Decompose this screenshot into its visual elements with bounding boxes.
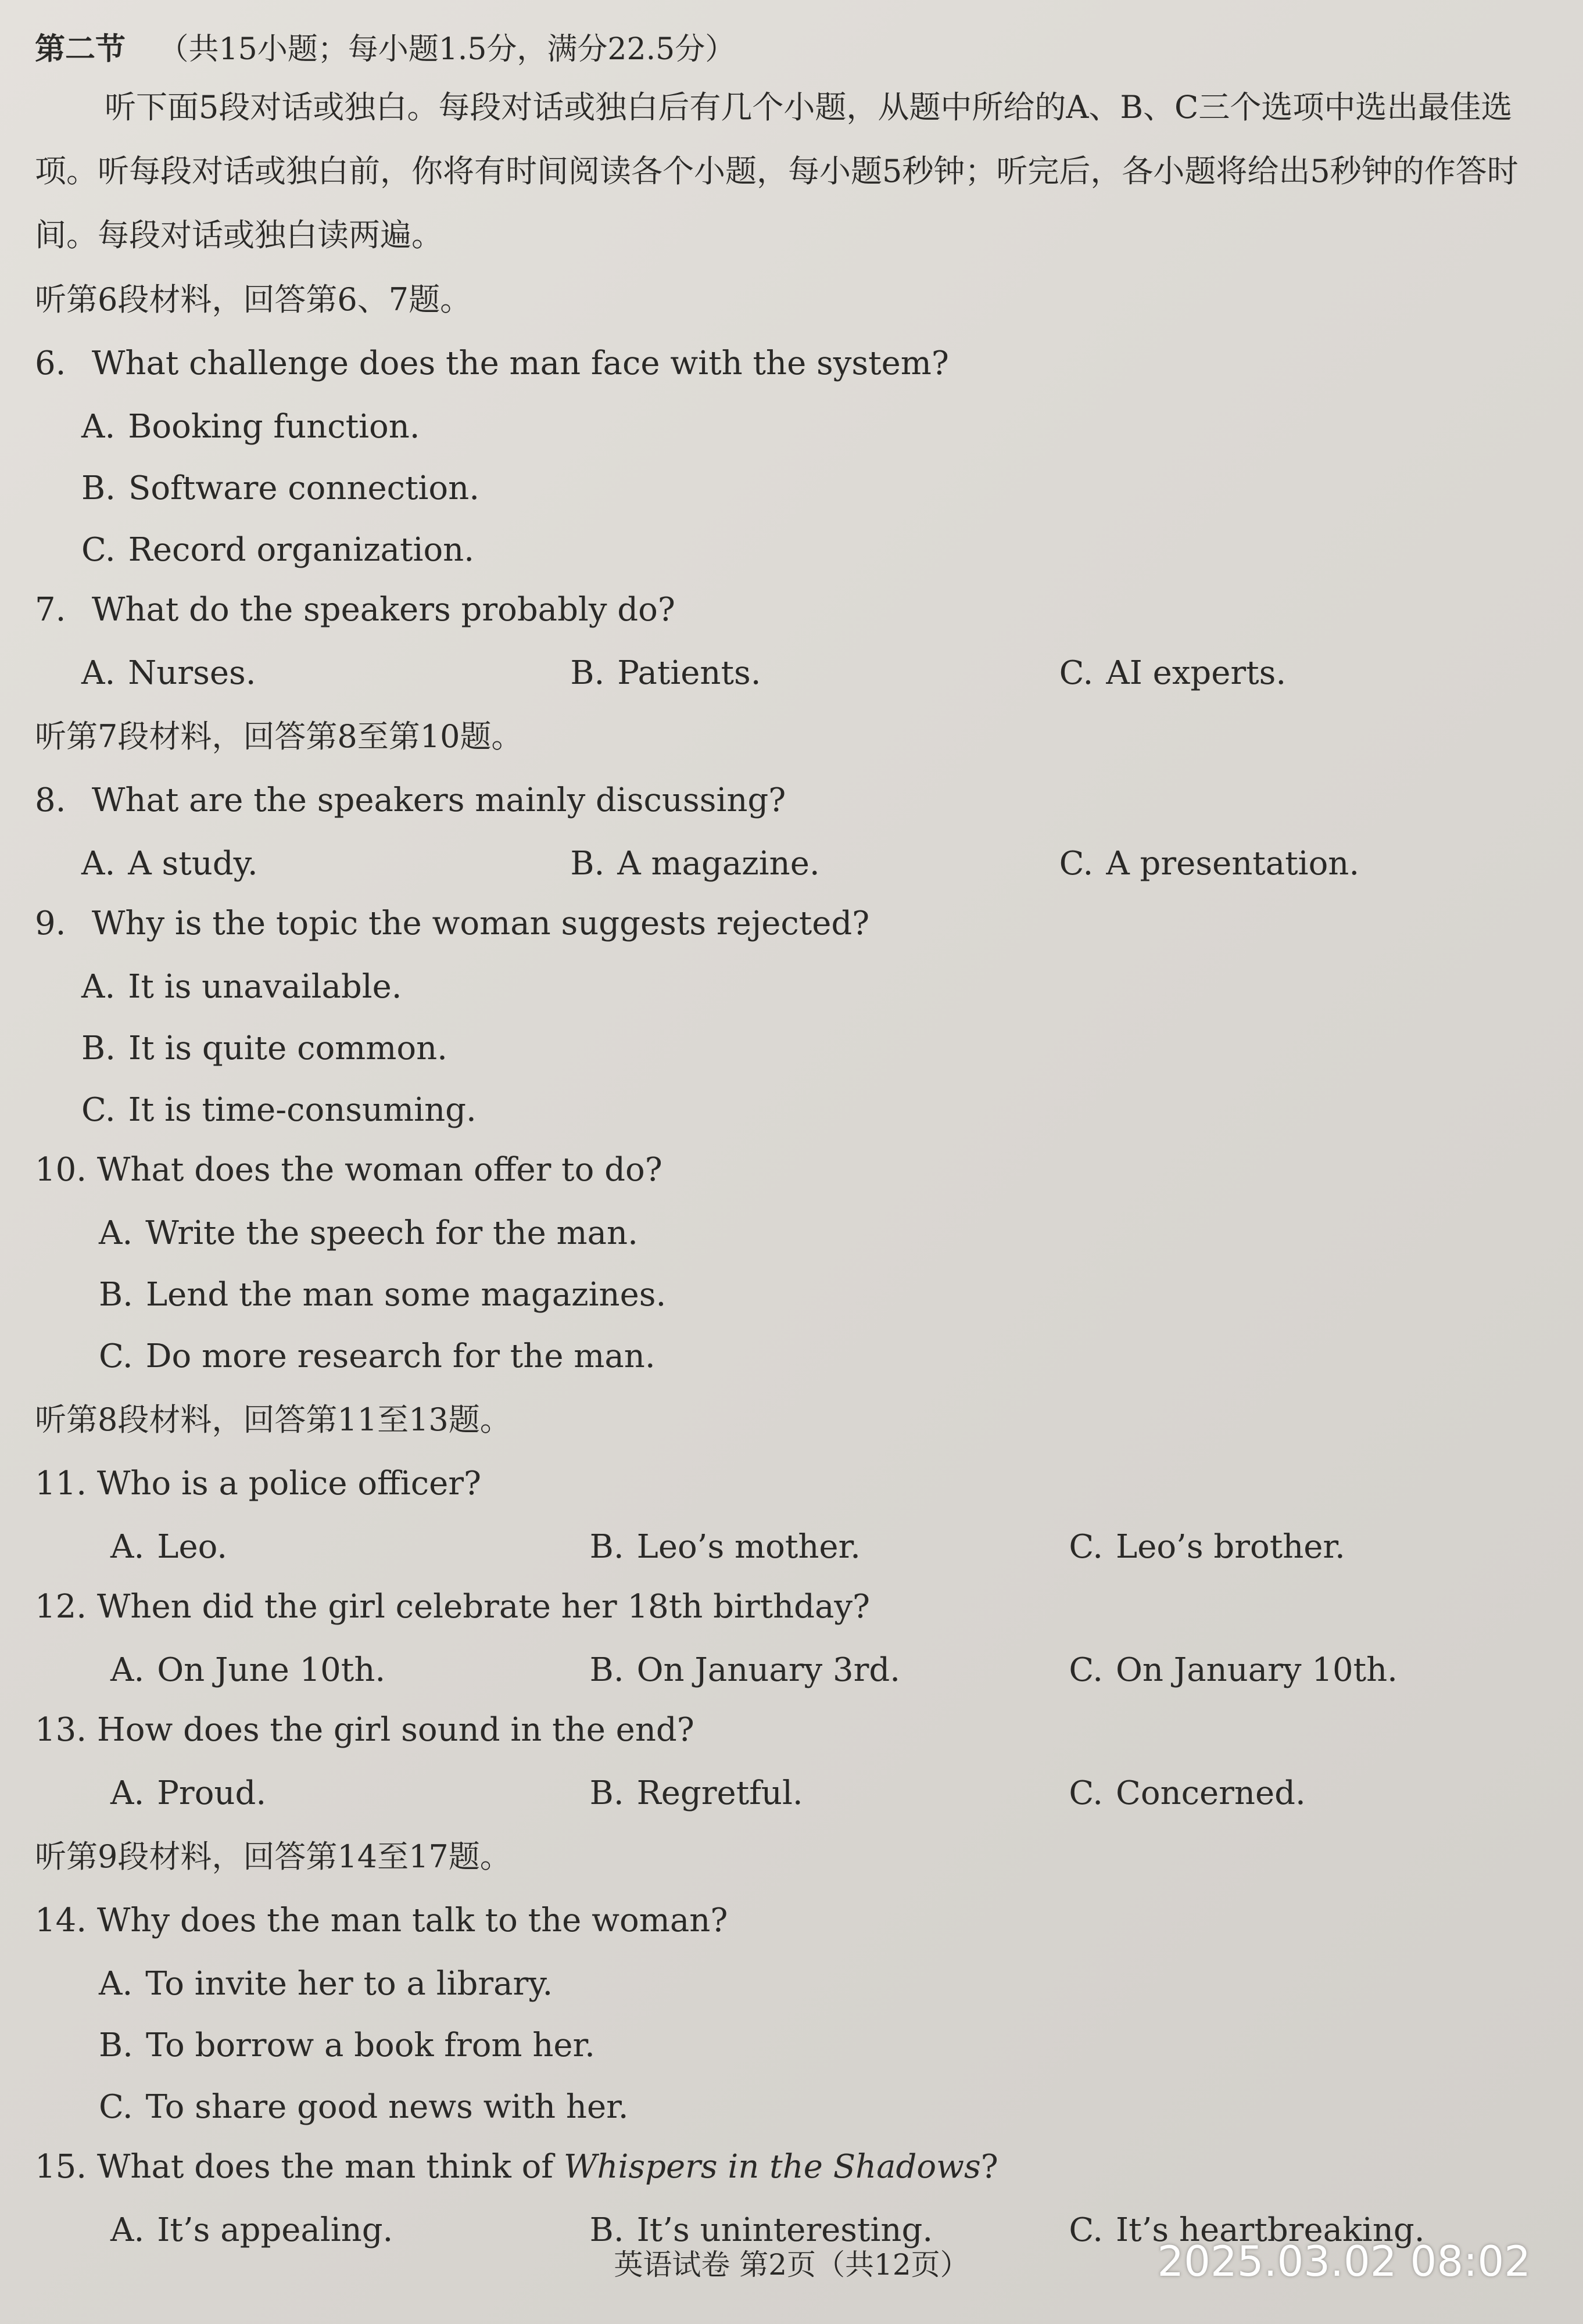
option-label: A. [81,654,116,692]
question-number: 9. [35,905,66,942]
question-number: 8. [35,781,66,819]
book-title: Whispers in the Shadows [563,2148,981,2186]
option-label: B. [99,1276,133,1314]
option-10c[interactable] [35,1326,1548,1387]
question-12 [35,1578,1548,1640]
option-14a[interactable] [35,1953,1548,2015]
question-number: 14. [35,1902,87,1939]
option-label: C. [1059,845,1094,883]
options-row-8 [35,833,1548,895]
group-heading: 听第9段材料，回答第14至17题。 [35,1838,511,1875]
instructions: 听下面5段对话或独白。每段对话或独白后有几个小题，从题中所给的A、B、C三个选项中选出最佳选项。听每段对话或独白前，你将有时间阅读各个小题，每小题5秒钟；听完后，各小题将给出5秒钟的作答时间。每段对话或独白读两遍。 [35,89,1518,253]
photo-timestamp: 2025.03.02 08:02 [1157,2237,1531,2286]
question-text: How does the girl sound in the end? [96,1711,694,1749]
group-heading: 听第7段材料，回答第8至第10题。 [35,718,523,755]
question-text-end: ? [980,2148,998,2186]
option-6b[interactable] [35,458,1548,519]
question-6 [35,335,1548,396]
question-text: Why does the man talk to the woman? [96,1902,728,1939]
option-text: It’s heartbreaking. [1116,2211,1425,2249]
option-label: B. [570,845,605,883]
question-10 [35,1141,1548,1203]
option-12c[interactable] [1069,1640,1548,1701]
option-label: A. [110,2211,145,2249]
group-heading: 听第8段材料，回答第11至13题。 [35,1401,511,1438]
option-text: A presentation. [1106,845,1360,883]
option-6c[interactable] [35,519,1548,581]
option-14b[interactable] [35,2015,1548,2076]
option-13c[interactable] [1069,1763,1548,1824]
option-9a[interactable] [35,956,1548,1018]
question-text: Who is a police officer? [96,1465,482,1502]
option-label: C. [1069,1774,1103,1812]
question-number: 12. [35,1588,87,1626]
option-text: Patients. [617,654,761,692]
option-text: To invite her to a library. [145,1965,553,2003]
question-11 [35,1455,1548,1516]
option-label: A. [81,408,116,446]
page-footer: 英语试卷 第2页（共12页） [614,2248,969,2282]
option-text: It is unavailable. [128,968,402,1006]
option-label: B. [570,654,605,692]
option-label: B. [99,2027,133,2064]
question-9 [35,895,1548,956]
option-label: B. [81,469,116,507]
option-text: To borrow a book from her. [145,2027,595,2064]
question-15 [35,2138,1548,2200]
option-label: B. [589,1651,624,1689]
option-text: Booking function. [128,408,420,446]
option-7b[interactable] [570,643,1059,704]
option-10a[interactable] [35,1203,1548,1264]
question-number: 15. [35,2148,87,2186]
question-number: 11. [35,1465,87,1502]
option-7a[interactable] [81,643,570,704]
option-text: Lend the man some magazines. [145,1276,667,1314]
option-label: A. [110,1774,145,1812]
option-text: Software connection. [128,469,480,507]
option-label: B. [81,1030,116,1067]
option-6a[interactable] [35,396,1548,458]
option-text: AI experts. [1106,654,1287,692]
option-label: C. [81,531,116,569]
option-text: It is quite common. [128,1030,447,1067]
question-text: Why is the topic the woman suggests rejected? [91,905,870,942]
option-label: C. [1059,654,1094,692]
option-13a[interactable] [110,1763,590,1824]
options-row-7 [35,643,1548,704]
option-text: Leo’s mother. [636,1528,861,1566]
option-text: On January 10th. [1116,1651,1398,1689]
option-label: C. [99,2088,133,2126]
option-8a[interactable] [81,833,570,895]
option-label: A. [99,1214,133,1252]
option-10b[interactable] [35,1264,1548,1326]
section-note: （共15小题；每小题1.5分，满分22.5分） [158,32,736,67]
option-text: On January 3rd. [636,1651,901,1689]
options-row-12 [35,1640,1548,1701]
option-label: C. [1069,2211,1103,2249]
option-label: A. [110,1651,145,1689]
option-text: A study. [128,845,258,883]
option-label: B. [589,1528,624,1566]
question-number: 7. [35,591,66,629]
option-11a[interactable] [110,1516,590,1578]
option-11b[interactable] [590,1516,1069,1578]
question-14 [35,1892,1548,1953]
option-text: Do more research for the man. [145,1337,656,1375]
option-text: To share good news with her. [145,2088,629,2126]
option-text: Concerned. [1116,1774,1306,1812]
option-8b[interactable] [570,833,1059,895]
group-heading: 听第6段材料，回答第6、7题。 [35,281,472,318]
option-text: Leo. [157,1528,228,1566]
option-12a[interactable] [110,1640,590,1701]
option-13b[interactable] [590,1763,1069,1824]
question-7 [35,581,1548,643]
question-text: What challenge does the man face with the system? [91,345,949,382]
option-text: Leo’s brother. [1116,1528,1345,1566]
question-13 [35,1701,1548,1763]
option-label: A. [99,1965,133,2003]
option-14c[interactable] [35,2076,1548,2138]
option-label: C. [1069,1528,1103,1566]
options-row-11 [35,1516,1548,1578]
option-text: Nurses. [128,654,256,692]
option-7c[interactable] [1059,643,1548,704]
option-9c[interactable] [35,1079,1548,1141]
option-text: It’s appealing. [157,2211,393,2249]
question-number: 10. [35,1151,87,1189]
section-title: 第二节 [35,31,126,67]
option-12b[interactable] [590,1640,1069,1701]
options-row-13 [35,1763,1548,1824]
option-11c[interactable] [1069,1516,1548,1578]
question-text: What does the man think of [96,2148,564,2186]
question-text: What does the woman offer to do? [96,1151,662,1189]
option-label: B. [589,1774,624,1812]
section-header [35,23,1548,76]
question-text: When did the girl celebrate her 18th birthday? [96,1588,871,1626]
question-8 [35,772,1548,833]
option-9b[interactable] [35,1018,1548,1079]
question-number: 13. [35,1711,87,1749]
question-text: What do the speakers probably do? [91,591,675,629]
option-label: C. [1069,1651,1103,1689]
option-text: It’s uninteresting. [636,2211,933,2249]
option-label: A. [81,968,116,1006]
option-label: A. [81,845,116,883]
option-text: Proud. [157,1774,267,1812]
option-label: B. [589,2211,624,2249]
option-text: On June 10th. [157,1651,386,1689]
option-text: Write the speech for the man. [145,1214,638,1252]
option-label: A. [110,1528,145,1566]
option-text: Record organization. [128,531,475,569]
option-text: Regretful. [636,1774,803,1812]
option-label: C. [99,1337,133,1375]
question-number: 6. [35,345,66,382]
option-label: C. [81,1091,116,1129]
option-text: It is time-consuming. [128,1091,477,1129]
option-8c[interactable] [1059,833,1548,895]
question-text: What are the speakers mainly discussing? [91,781,786,819]
option-text: A magazine. [617,845,820,883]
